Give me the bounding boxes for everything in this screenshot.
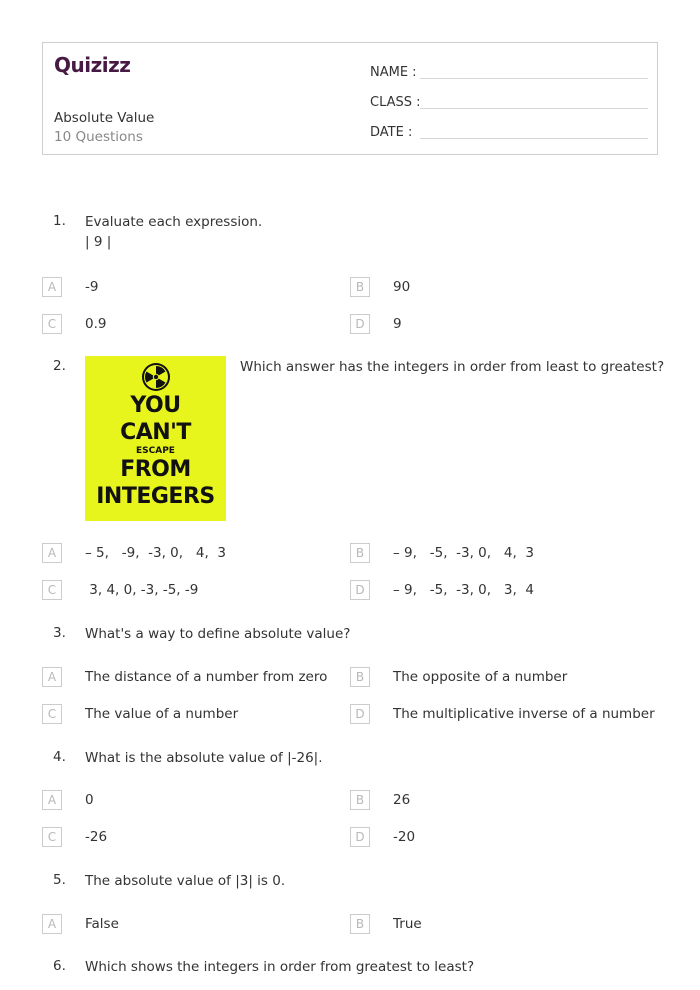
option-a[interactable] bbox=[42, 667, 327, 687]
option-letter-box: A bbox=[42, 277, 62, 297]
option-letter-box: C bbox=[42, 827, 62, 847]
question-expression: | 9 | bbox=[85, 234, 112, 250]
question-number: 3. bbox=[53, 625, 66, 641]
option-text: 0.9 bbox=[85, 316, 107, 332]
option-c[interactable] bbox=[42, 314, 106, 334]
question-number: 5. bbox=[53, 872, 66, 888]
option-text: The multiplicative inverse of a number bbox=[393, 706, 655, 722]
name-line[interactable] bbox=[420, 65, 648, 79]
option-text: -20 bbox=[393, 829, 416, 845]
option-a[interactable] bbox=[42, 914, 119, 934]
quizizz-logo: Quizizz bbox=[54, 53, 131, 77]
worksheet-header bbox=[42, 42, 658, 155]
question-count: 10 Questions bbox=[54, 129, 143, 145]
option-letter-box: A bbox=[42, 914, 62, 934]
option-a[interactable] bbox=[42, 277, 98, 297]
option-text: – 5, -9, -3, 0, 4, 3 bbox=[85, 545, 226, 561]
question-number: 2. bbox=[53, 358, 66, 374]
option-c[interactable] bbox=[42, 827, 107, 847]
option-b[interactable] bbox=[350, 277, 410, 297]
option-text: -26 bbox=[85, 829, 108, 845]
option-text: – 9, -5, -3, 0, 4, 3 bbox=[393, 545, 534, 561]
poster-line: FROM bbox=[120, 457, 191, 482]
option-b[interactable] bbox=[350, 667, 567, 687]
question-number: 4. bbox=[53, 749, 66, 765]
option-text: The distance of a number from zero bbox=[85, 669, 328, 685]
option-letter-box: B bbox=[350, 543, 370, 563]
option-letter-box: D bbox=[350, 314, 370, 334]
option-text: The opposite of a number bbox=[393, 669, 568, 685]
poster-line: ESCAPE bbox=[136, 446, 175, 456]
option-letter-box: B bbox=[350, 790, 370, 810]
option-letter-box: D bbox=[350, 704, 370, 724]
date-field[interactable] bbox=[370, 120, 648, 140]
poster-line: YOU bbox=[130, 393, 181, 418]
question-number: 1. bbox=[53, 213, 66, 229]
option-text: 3, 4, 0, -3, -5, -9 bbox=[85, 582, 199, 598]
name-label: NAME : bbox=[370, 65, 417, 80]
option-letter-box: B bbox=[350, 667, 370, 687]
question-text: What's a way to define absolute value? bbox=[85, 626, 351, 642]
option-text: 90 bbox=[393, 279, 411, 295]
option-letter-box: A bbox=[42, 543, 62, 563]
worksheet-title: Absolute Value bbox=[54, 110, 155, 126]
option-text: 26 bbox=[393, 792, 411, 808]
option-d[interactable] bbox=[350, 704, 655, 724]
option-b[interactable] bbox=[350, 543, 534, 563]
option-letter-box: C bbox=[42, 314, 62, 334]
date-label: DATE : bbox=[370, 125, 413, 140]
question-number: 6. bbox=[53, 958, 66, 974]
option-c[interactable] bbox=[42, 580, 198, 600]
option-text: False bbox=[85, 916, 119, 932]
date-line[interactable] bbox=[420, 125, 648, 139]
option-letter-box: A bbox=[42, 667, 62, 687]
option-d[interactable] bbox=[350, 580, 534, 600]
option-letter-box: B bbox=[350, 277, 370, 297]
question-text: Which shows the integers in order from greatest to least? bbox=[85, 959, 475, 975]
option-d[interactable] bbox=[350, 314, 402, 334]
question-text: Which answer has the integers in order from least to greatest? bbox=[240, 359, 665, 375]
class-label: CLASS : bbox=[370, 95, 421, 110]
option-text: True bbox=[393, 916, 422, 932]
option-text: 9 bbox=[393, 316, 402, 332]
question-text: What is the absolute value of |-26|. bbox=[85, 750, 323, 766]
option-letter-box: C bbox=[42, 580, 62, 600]
option-a[interactable] bbox=[42, 790, 94, 810]
poster-line: CAN'T bbox=[120, 420, 191, 445]
question-text: Evaluate each expression. bbox=[85, 214, 263, 230]
option-text: – 9, -5, -3, 0, 3, 4 bbox=[393, 582, 534, 598]
option-text: The value of a number bbox=[85, 706, 239, 722]
option-d[interactable] bbox=[350, 827, 415, 847]
option-a[interactable] bbox=[42, 543, 226, 563]
option-letter-box: D bbox=[350, 580, 370, 600]
question-text: The absolute value of |3| is 0. bbox=[85, 873, 286, 889]
name-field[interactable] bbox=[370, 60, 648, 80]
option-text: -9 bbox=[85, 279, 99, 295]
integers-poster-image bbox=[85, 356, 226, 521]
class-line[interactable] bbox=[420, 95, 648, 109]
option-b[interactable] bbox=[350, 914, 422, 934]
option-letter-box: D bbox=[350, 827, 370, 847]
option-text: 0 bbox=[85, 792, 94, 808]
class-field[interactable] bbox=[370, 90, 648, 110]
poster-line: INTEGERS bbox=[96, 484, 215, 509]
option-b[interactable] bbox=[350, 790, 410, 810]
radiation-icon bbox=[141, 362, 171, 392]
option-c[interactable] bbox=[42, 704, 238, 724]
option-letter-box: B bbox=[350, 914, 370, 934]
option-letter-box: A bbox=[42, 790, 62, 810]
option-letter-box: C bbox=[42, 704, 62, 724]
